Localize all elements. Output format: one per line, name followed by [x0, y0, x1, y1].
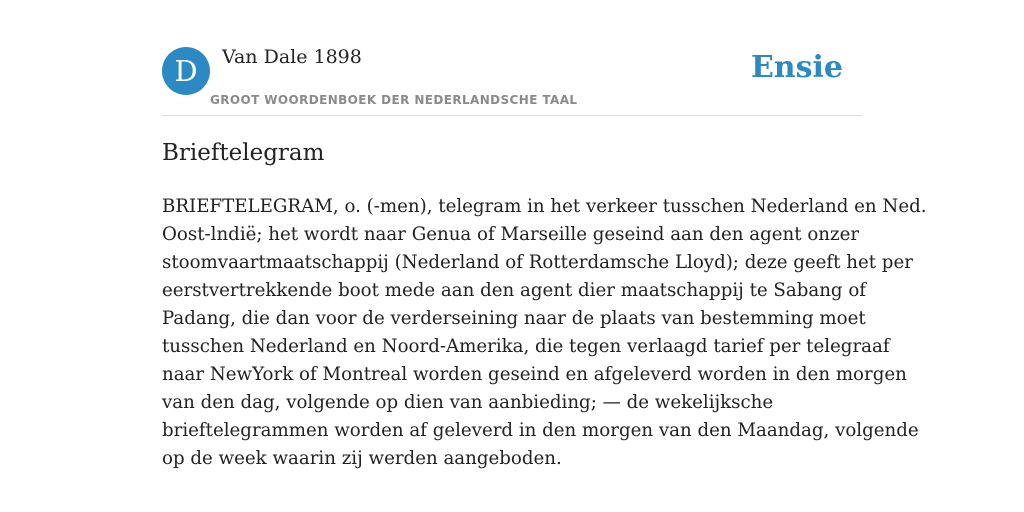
entry-title: Brieftelegram: [162, 140, 325, 166]
brand-logo[interactable]: Ensie: [750, 50, 843, 85]
definition-line: BRIEFTELEGRAM, o. (-men), telegram in het verkeer tusschen Nederland en Ned.: [162, 196, 927, 217]
definition-line: brieftelegrammen worden af geleverd in den morgen van den Maandag, volgende: [162, 420, 919, 441]
definition-line: Padang, die dan voor de verderseining naar de plaats van bestemming moet: [162, 308, 866, 329]
source-title[interactable]: Van Dale 1898: [222, 46, 362, 68]
definition-line: op de week waarin zij werden aangeboden.: [162, 448, 562, 469]
definition-line: eerstvertrekkende boot mede aan den agent dier maatschappij te Sabang of: [162, 280, 867, 301]
header: [162, 0, 862, 116]
source-logo-icon[interactable]: D: [162, 47, 210, 95]
definition-line: tusschen Nederland en Noord-Amerika, die tegen verlaagd tarief per telegraaf: [162, 336, 890, 357]
definition-line: Oost-lndië; het wordt naar Genua of Marseille geseind aan den agent onzer: [162, 224, 860, 245]
header-divider: [162, 115, 862, 116]
definition-line: van den dag, volgende op dien van aanbieding; — de wekelijksche: [162, 392, 774, 413]
definition-line: naar NewYork of Montreal worden geseind en afgeleverd worden in den morgen: [162, 364, 907, 385]
definition-line: stoomvaartmaatschappij (Nederland of Rotterdamsche Lloyd); deze geeft het per: [162, 252, 913, 273]
entry-definition: [162, 193, 927, 473]
source-subtitle: GROOT WOORDENBOEK DER NEDERLANDSCHE TAAL: [210, 93, 578, 107]
